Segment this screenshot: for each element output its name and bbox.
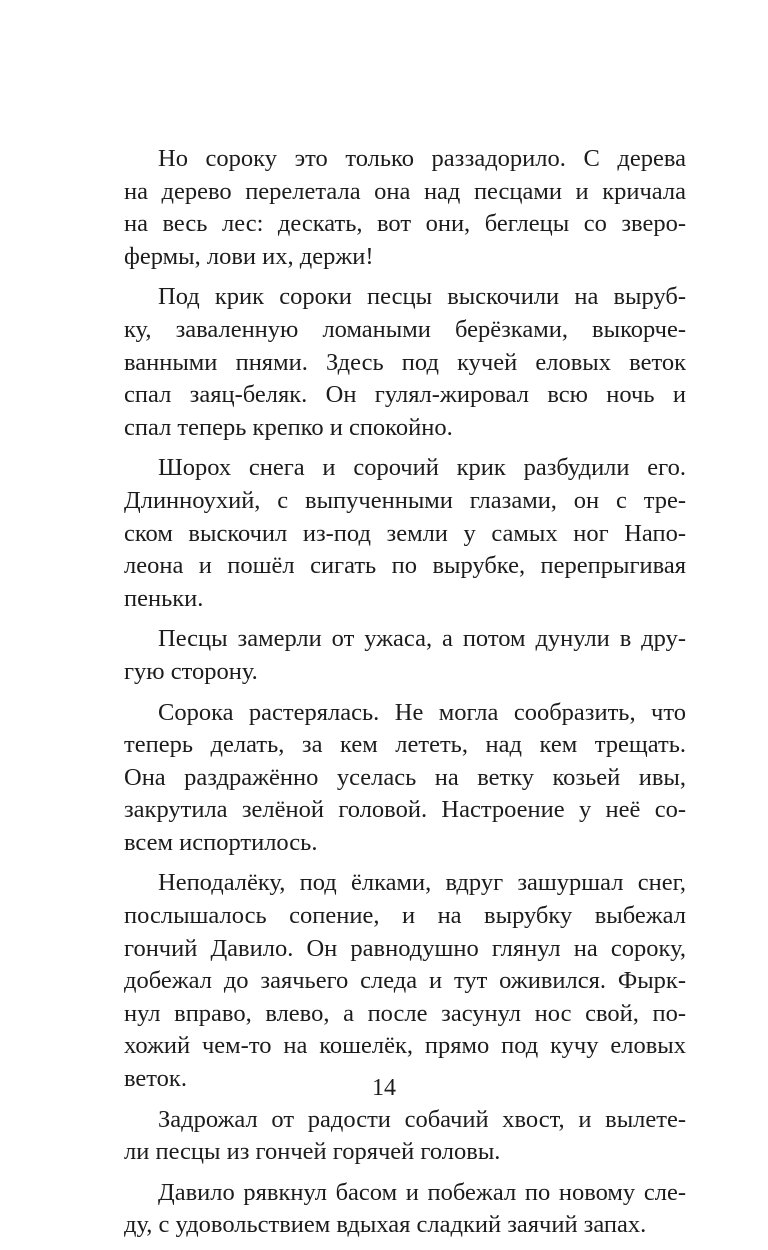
text-line: ванными пнями. Здесь под кучей еловых веток xyxy=(124,348,686,376)
paragraph xyxy=(124,1104,686,1169)
text-line: ли песцы из гончей горячей головы. xyxy=(124,1138,501,1166)
text-line: на дерево перелетала она над песцами и кричала xyxy=(124,177,686,205)
text-line: Она раздражённо уселась на ветку козьей ивы, xyxy=(124,763,686,791)
text-line: леона и пошёл сигать по вырубке, перепрыгивая xyxy=(124,552,686,580)
text-line: добежал до заячьего следа и тут оживился. Фырк- xyxy=(124,967,686,995)
paragraph xyxy=(124,623,686,688)
paragraph xyxy=(124,1177,686,1242)
text-line: Длинноухий, с выпученными глазами, он с тре- xyxy=(124,486,686,514)
text-line: на весь лес: дескать, вот они, беглецы со зверо- xyxy=(124,210,686,238)
text-line: Задрожал от радости собачий хвост, и вылете- xyxy=(158,1105,686,1133)
paragraph xyxy=(124,697,686,860)
paragraph xyxy=(124,281,686,444)
text-line: Но сороку это только раззадорило. С дерева xyxy=(158,145,686,172)
text-line: Неподалёку, под ёлками, вдруг зашуршал снег, xyxy=(158,869,686,897)
text-line: Шорох снега и сорочий крик разбудили его. xyxy=(158,454,686,482)
text-line: Давило рявкнул басом и побежал по новому сле- xyxy=(158,1178,686,1206)
text-line: послышалось сопение, и на вырубку выбежал xyxy=(124,902,686,930)
text-line: Под крик сороки песцы выскочили на выруб- xyxy=(158,283,686,311)
text-line: нул вправо, влево, а после засунул нос свой, по- xyxy=(124,999,686,1027)
text-line: хожий чем-то на кошелёк, прямо под кучу еловых xyxy=(124,1032,686,1060)
text-line: гончий Давило. Он равнодушно глянул на сороку, xyxy=(124,934,686,962)
text-line: Песцы замерли от ужаса, а потом дунули в дру- xyxy=(158,625,686,653)
text-line: веток. xyxy=(124,1065,187,1093)
text-line: пеньки. xyxy=(124,584,204,612)
text-line: гую сторону. xyxy=(124,657,258,685)
text-line: спал заяц-беляк. Он гулял-жировал всю ночь и xyxy=(124,381,686,409)
text-line: спал теперь крепко и спокойно. xyxy=(124,413,453,441)
paragraph xyxy=(124,143,686,273)
text-line: ском выскочил из-под земли у самых ног Напо- xyxy=(124,519,686,547)
text-line: Сорока растерялась. Не могла сообразить, что xyxy=(158,698,686,726)
text-line: ду, с удовольствием вдыхая сладкий заячий запах. xyxy=(124,1211,647,1239)
paragraph xyxy=(124,867,686,1095)
paragraph xyxy=(124,452,686,615)
page-number: 14 xyxy=(372,1075,396,1101)
text-line: закрутила зелёной головой. Настроение у неё со- xyxy=(124,796,686,824)
text-line: фермы, лови их, держи! xyxy=(124,242,374,270)
text-line: теперь делать, за кем лететь, над кем трещать. xyxy=(124,731,686,759)
text-line: ку, заваленную ломаными берёзками, выкорче- xyxy=(124,315,686,343)
text-line: всем испортилось. xyxy=(124,828,318,856)
